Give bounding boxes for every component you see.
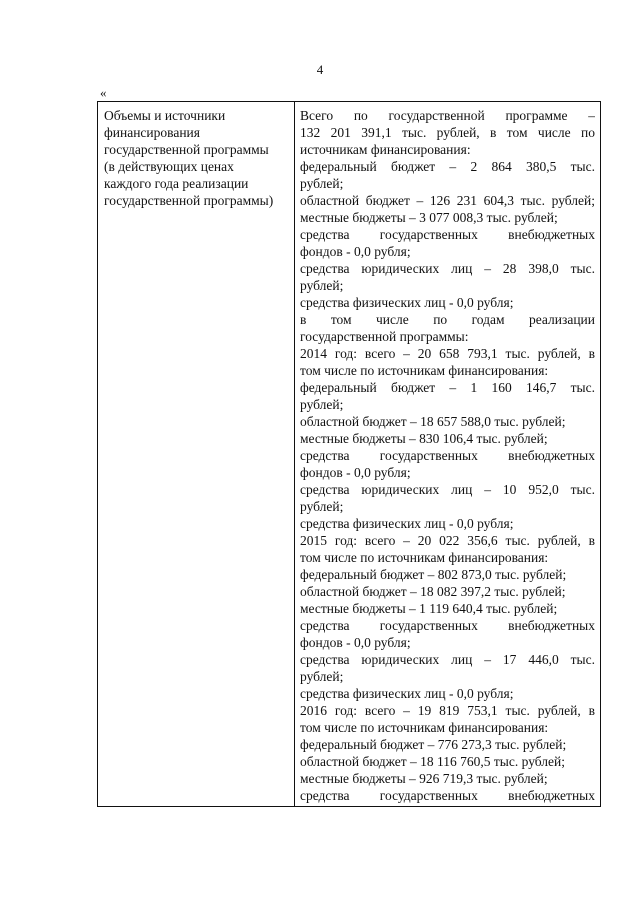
details-line: рублей;	[300, 499, 344, 514]
label-line: государственной программы	[104, 142, 269, 157]
details-line: средства государственных внебюджетных	[300, 618, 595, 633]
details-line: областной бюджет – 126 231 604,3 тыс. рублей;	[300, 193, 595, 208]
details-line: средства государственных внебюджетных	[300, 227, 595, 242]
details-line: средства физических лиц - 0,0 рубля;	[300, 686, 514, 701]
details-line: рублей;	[300, 278, 344, 293]
details-line: фондов - 0,0 рубля;	[300, 465, 411, 480]
details-line: в том числе по годам реализации	[300, 312, 595, 327]
label-line: финансирования	[104, 125, 200, 140]
details-line: областной бюджет – 18 116 760,5 тыс. рублей;	[300, 754, 565, 769]
details-line: местные бюджеты – 830 106,4 тыс. рублей;	[300, 431, 548, 446]
details-line: федеральный бюджет – 776 273,3 тыс. рублей;	[300, 737, 567, 752]
details-line: федеральный бюджет – 2 864 380,5 тыс.	[300, 159, 595, 174]
label-line: (в действующих ценах	[104, 159, 234, 174]
details-line: местные бюджеты – 1 119 640,4 тыс. рублей;	[300, 601, 558, 616]
details-line: том числе по источникам финансирования:	[300, 720, 549, 735]
opening-quote-mark: «	[100, 85, 107, 100]
details-line: Всего по государственной программе –	[300, 108, 595, 123]
details-line: 2016 год: всего – 19 819 753,1 тыс. рублей, в	[300, 703, 595, 718]
details-line: рублей;	[300, 669, 344, 684]
details-line: местные бюджеты – 926 719,3 тыс. рублей;	[300, 771, 548, 786]
details-line: том числе по источникам финансирования:	[300, 550, 549, 565]
details-line: 2015 год: всего – 20 022 356,6 тыс. рублей, в	[300, 533, 595, 548]
funding-label-cell	[98, 102, 295, 806]
page-number: 4	[316, 62, 324, 77]
details-line: 132 201 391,1 тыс. рублей, в том числе по	[300, 125, 595, 140]
details-line: средства государственных внебюджетных	[300, 788, 595, 803]
details-line: источникам финансирования:	[300, 142, 471, 157]
details-line: областной бюджет – 18 082 397,2 тыс. рублей;	[300, 584, 566, 599]
details-line: средства государственных внебюджетных	[300, 448, 595, 463]
details-line: рублей;	[300, 176, 344, 191]
details-line: федеральный бюджет – 802 873,0 тыс. рублей;	[300, 567, 567, 582]
details-line: 2014 год: всего – 20 658 793,1 тыс. рублей, в	[300, 346, 595, 361]
details-line: средства юридических лиц – 28 398,0 тыс.	[300, 261, 595, 276]
details-line: рублей;	[300, 397, 344, 412]
details-line: средства физических лиц - 0,0 рубля;	[300, 295, 514, 310]
funding-details-cell	[295, 102, 600, 806]
funding-table	[97, 101, 601, 807]
details-line: средства физических лиц - 0,0 рубля;	[300, 516, 514, 531]
details-line: федеральный бюджет – 1 160 146,7 тыс.	[300, 380, 595, 395]
label-line: каждого года реализации	[104, 176, 249, 191]
details-line: местные бюджеты – 3 077 008,3 тыс. рублей;	[300, 210, 558, 225]
details-line: фондов - 0,0 рубля;	[300, 244, 411, 259]
details-line: средства юридических лиц – 10 952,0 тыс.	[300, 482, 595, 497]
label-line: государственной программы)	[104, 193, 274, 208]
details-line: средства юридических лиц – 17 446,0 тыс.	[300, 652, 595, 667]
details-line: том числе по источникам финансирования:	[300, 363, 549, 378]
details-line: областной бюджет – 18 657 588,0 тыс. рублей;	[300, 414, 566, 429]
label-line: Объемы и источники	[104, 108, 226, 123]
details-line: государственной программы:	[300, 329, 469, 344]
details-line: фондов - 0,0 рубля;	[300, 635, 411, 650]
